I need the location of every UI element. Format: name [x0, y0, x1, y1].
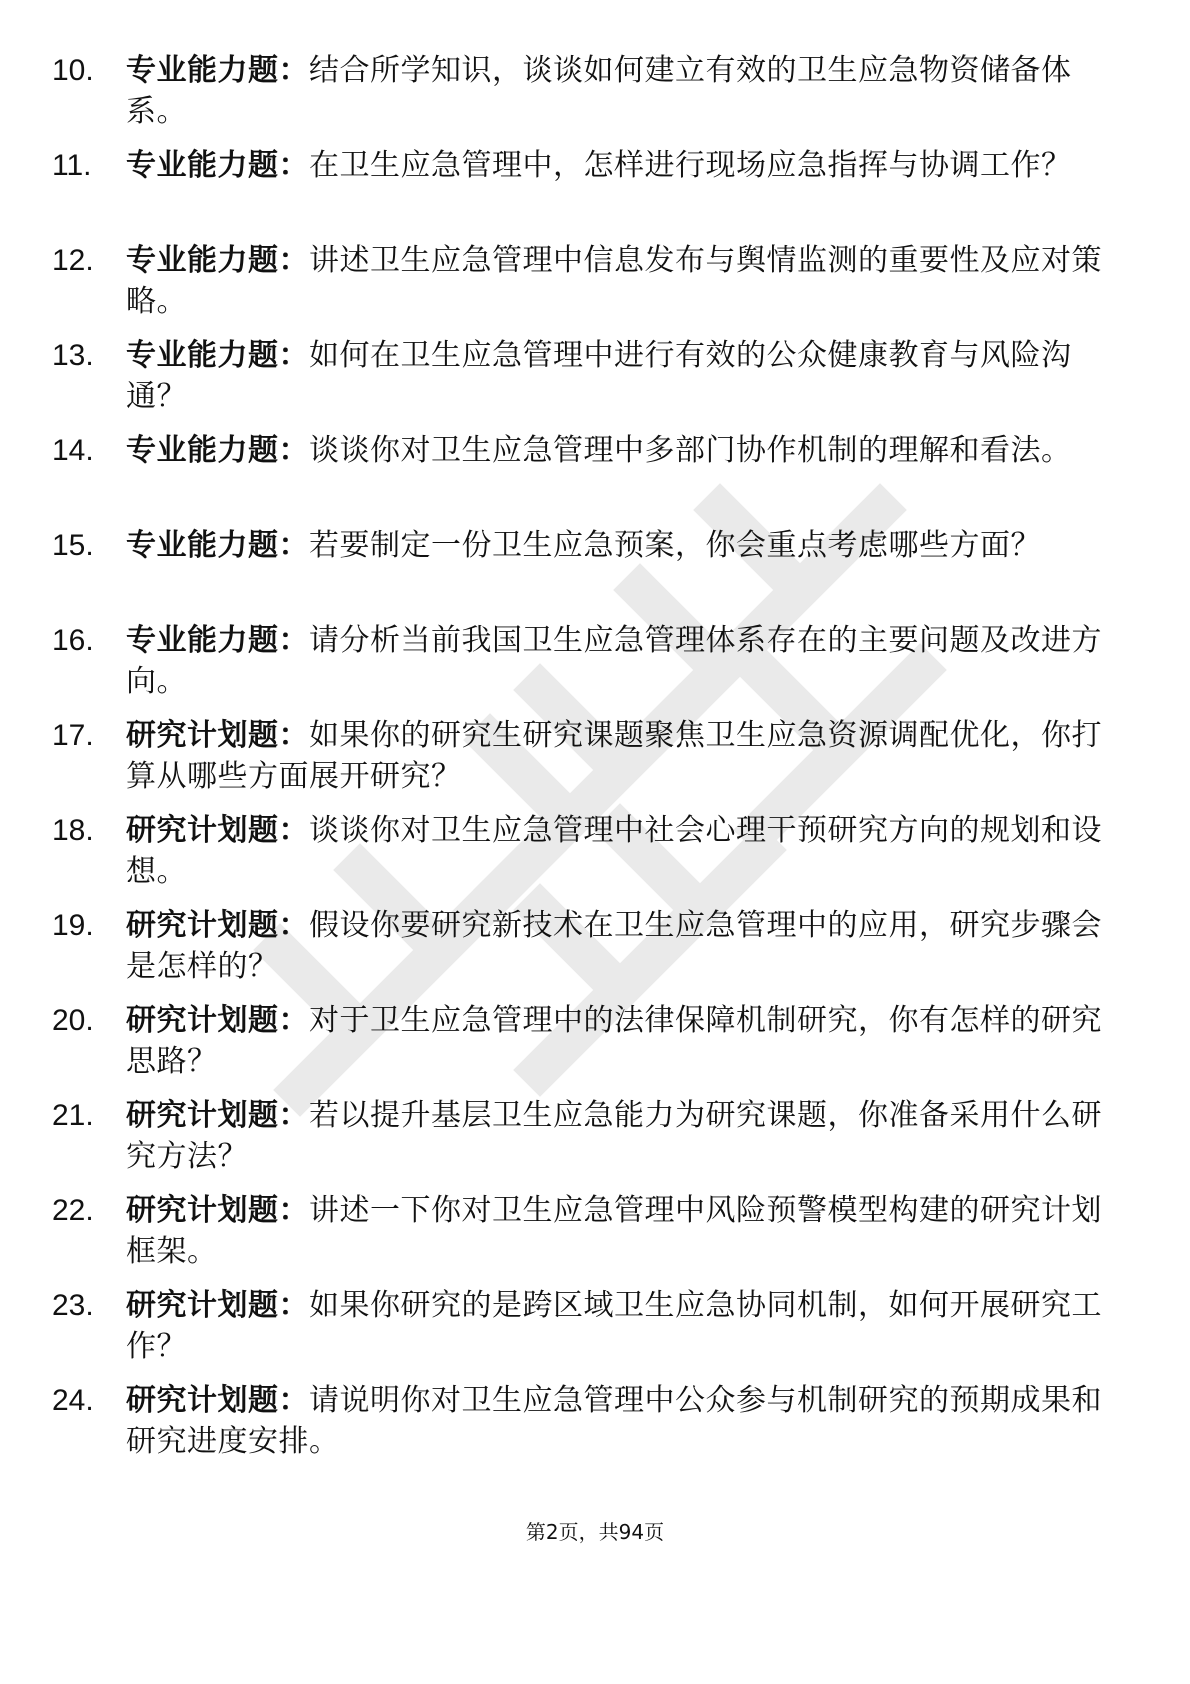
- page-number-label: 第2页，共94页: [525, 1520, 665, 1544]
- question-body: 请说明你对卫生应急管理中公众参与机制研究的预期成果和研究进度安排。: [126, 1383, 1102, 1459]
- question-body: 讲述卫生应急管理中信息发布与舆情监测的重要性及应对策略。: [126, 243, 1102, 319]
- question-category: 研究计划题：: [126, 1193, 309, 1228]
- question-category: 专业能力题：: [126, 623, 309, 658]
- page-footer: [0, 1516, 1190, 1545]
- question-number: 12.: [52, 244, 94, 277]
- question-text: [126, 240, 1126, 322]
- question-number: 23.: [52, 1289, 94, 1322]
- question-item: [52, 1000, 1132, 1095]
- question-body: 结合所学知识，谈谈如何建立有效的卫生应急物资储备体系。: [126, 53, 1072, 129]
- question-category: 专业能力题：: [126, 528, 309, 563]
- question-category: 研究计划题：: [126, 718, 309, 753]
- question-text: [126, 430, 1126, 471]
- question-number: 22.: [52, 1194, 94, 1227]
- question-number: 16.: [52, 624, 94, 657]
- question-body: 假设你要研究新技术在卫生应急管理中的应用，研究步骤会是怎样的？: [126, 908, 1102, 984]
- question-item: [52, 430, 1132, 525]
- question-item: [52, 525, 1132, 620]
- question-number: 17.: [52, 719, 94, 752]
- question-category: 专业能力题：: [126, 338, 309, 373]
- question-category: 研究计划题：: [126, 813, 309, 848]
- question-text: [126, 525, 1126, 566]
- question-text: [126, 810, 1126, 892]
- question-text: [126, 145, 1126, 186]
- question-body: 请分析当前我国卫生应急管理体系存在的主要问题及改进方向。: [126, 623, 1102, 699]
- question-number: 15.: [52, 529, 94, 562]
- question-number: 10.: [52, 54, 94, 87]
- question-body: 谈谈你对卫生应急管理中多部门协作机制的理解和看法。: [309, 433, 1072, 468]
- question-number: 20.: [52, 1004, 94, 1037]
- question-category: 研究计划题：: [126, 1288, 309, 1323]
- question-body: 讲述一下你对卫生应急管理中风险预警模型构建的研究计划框架。: [126, 1193, 1102, 1269]
- question-list: [52, 50, 1132, 1475]
- question-category: 专业能力题：: [126, 53, 309, 88]
- question-category: 专业能力题：: [126, 433, 309, 468]
- question-item: [52, 240, 1132, 335]
- question-item: [52, 1190, 1132, 1285]
- question-number: 13.: [52, 339, 94, 372]
- question-text: [126, 1380, 1126, 1462]
- question-item: [52, 50, 1132, 145]
- question-item: [52, 715, 1132, 810]
- question-item: [52, 1285, 1132, 1380]
- question-body: 若要制定一份卫生应急预案，你会重点考虑哪些方面？: [309, 528, 1041, 563]
- question-item: [52, 905, 1132, 1000]
- question-item: [52, 810, 1132, 905]
- question-number: 11.: [52, 149, 92, 182]
- question-number: 24.: [52, 1384, 94, 1417]
- question-text: [126, 715, 1126, 797]
- question-category: 研究计划题：: [126, 1098, 309, 1133]
- question-item: [52, 620, 1132, 715]
- question-category: 专业能力题：: [126, 243, 309, 278]
- question-body: 如果你的研究生研究课题聚焦卫生应急资源调配优化，你打算从哪些方面展开研究？: [126, 718, 1102, 794]
- question-body: 若以提升基层卫生应急能力为研究课题，你准备采用什么研究方法？: [126, 1098, 1102, 1174]
- question-text: [126, 620, 1126, 702]
- question-text: [126, 1190, 1126, 1272]
- question-text: [126, 1000, 1126, 1082]
- question-category: 研究计划题：: [126, 1383, 309, 1418]
- question-category: 专业能力题：: [126, 148, 309, 183]
- question-item: [52, 1095, 1132, 1190]
- question-text: [126, 1095, 1126, 1177]
- question-number: 18.: [52, 814, 94, 847]
- question-text: [126, 905, 1126, 987]
- question-text: [126, 1285, 1126, 1367]
- question-body: 谈谈你对卫生应急管理中社会心理干预研究方向的规划和设想。: [126, 813, 1102, 889]
- question-body: 如果你研究的是跨区域卫生应急协同机制，如何开展研究工作？: [126, 1288, 1102, 1364]
- question-body: 对于卫生应急管理中的法律保障机制研究，你有怎样的研究思路？: [126, 1003, 1102, 1079]
- question-number: 21.: [52, 1099, 94, 1132]
- question-text: [126, 50, 1126, 132]
- question-item: [52, 1380, 1132, 1475]
- question-body: 如何在卫生应急管理中进行有效的公众健康教育与风险沟通？: [126, 338, 1072, 414]
- question-number: 14.: [52, 434, 94, 467]
- question-text: [126, 335, 1126, 417]
- question-item: [52, 145, 1132, 240]
- question-category: 研究计划题：: [126, 1003, 309, 1038]
- question-number: 19.: [52, 909, 94, 942]
- question-item: [52, 335, 1132, 430]
- question-category: 研究计划题：: [126, 908, 309, 943]
- question-body: 在卫生应急管理中，怎样进行现场应急指挥与协调工作？: [309, 148, 1072, 183]
